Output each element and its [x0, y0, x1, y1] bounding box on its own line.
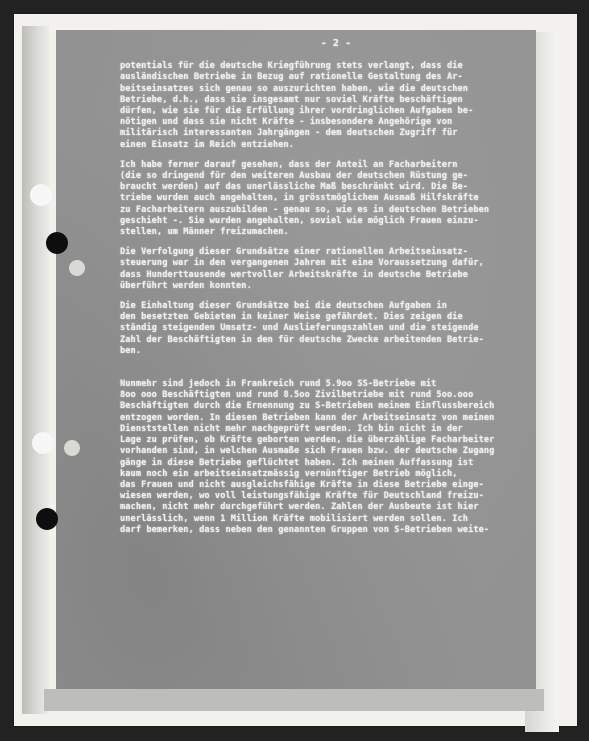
text-line: Die Einhaltung dieser Grundsätze bei die deutschen Aufgaben in — [120, 301, 447, 312]
text-line: ben. — [120, 345, 142, 356]
punch-hole-light — [30, 184, 52, 206]
text-line: einen Einsatz im Reich entziehen. — [120, 139, 295, 150]
text-line: triebe wurden auch angehalten, in grösstmöglichem Ausmaß Hilfskräfte — [120, 193, 479, 204]
text-line: vorhanden sind, in welchen Ausmaße sich Frauen bzw. der deutsche Zugang — [120, 446, 495, 457]
document-text — [120, 38, 532, 545]
text-line: Beschäftigten durch die Ernennung zu S-Betrieben meinem Einflussbereich — [120, 401, 495, 412]
text-line: Die Verfolgung dieser Grundsätze einer rationellen Arbeitseinsatz- — [120, 247, 469, 258]
text-line: kaum noch ein arbeitseinsatzmässig vernünftiger Betrieb möglich, — [120, 468, 458, 479]
paragraphs — [120, 61, 532, 536]
punch-hole-dark — [36, 508, 58, 530]
text-line: wiesen werden, wo voll leistungsfähige Kräfte für Deutschland freizu- — [120, 491, 484, 502]
text-line: unerlässlich, wenn 1 Million Kräfte mobilisiert werden sollen. Ich — [120, 513, 469, 524]
text-line: ständig steigenden Umsatz- und Auslieferungszahlen und die steigende — [120, 323, 479, 334]
text-line: 8oo ooo Beschäftigten und rund 8.5oo Zivilbetriebe mit rund 5oo.ooo — [120, 390, 474, 401]
text-line: Lage zu prüfen, ob Kräfte geborten werden, die überzählige Facharbeiter — [120, 435, 495, 446]
text-line: entzogen worden. In diesen Betrieben kann der Arbeitseinsatz von meinen — [120, 412, 495, 423]
text-line: beitseinsatzes sich genau so auszurichten haben, wie die deutschen — [120, 83, 469, 94]
punch-hole-light — [32, 432, 54, 454]
text-line: geschieht -. Sie wurden angehalten, soviel wie möglich Frauen einzu- — [120, 215, 479, 226]
text-line: dass Hunderttausende wertvoller Arbeitskräfte in deutsche Betriebe — [120, 269, 469, 280]
text-line: militärisch interessanten Jahrgängen - dem deutschen Zugriff für — [120, 128, 458, 139]
text-line: machen, nicht mehr durchgeführt werden. Zahlen der Ausbeute ist hier — [120, 502, 479, 513]
punch-hole-dark — [46, 232, 68, 254]
paragraph — [120, 61, 532, 151]
paper-sheet — [14, 14, 577, 726]
punch-hole-grey — [64, 440, 80, 456]
text-line: gänge in diese Betriebe geflüchtet haben. Ich meinen Auffassung ist — [120, 457, 474, 468]
paragraph — [120, 160, 532, 238]
text-line: potentials für die deutsche Kriegführung stets verlangt, dass die — [120, 61, 463, 72]
text-line: das Frauen und nicht ausgleichsfähige Kräfte in diese Betriebe einge- — [120, 479, 484, 490]
text-line: (die so dringend für den weiteren Ausbau der deutschen Rüstung ge- — [120, 171, 469, 182]
text-line: steuerung war in den vergangenen Jahren mit eine Voraussetzung dafür, — [120, 258, 484, 269]
text-line: den besetzten Gebieten in keiner Weise gefährdet. Dies zeigen die — [120, 312, 463, 323]
text-line: Zahl der Beschäftigten in den für deutsche Zwecke arbeitenden Betrie- — [120, 334, 484, 345]
text-line: Betriebe, d.h., dass sie insgesamt nur soviel Kräfte beschäftigen — [120, 94, 463, 105]
text-line: darf bemerken, dass neben den genannten Gruppen von S-Betrieben weite- — [120, 524, 490, 535]
text-line: Nunmehr sind jedoch in Frankreich rund 5.9oo SS-Betriebe mit — [120, 379, 437, 390]
bottom-band — [44, 689, 544, 711]
paragraph — [120, 247, 532, 292]
page-number: - 2 - — [320, 38, 352, 49]
text-line: Dienststellen nicht mehr nachgeprüft werden. Ich bin nicht in der — [120, 423, 463, 434]
left-margin-strip — [22, 26, 49, 714]
text-line: ausländischen Betriebe in Bezug auf rationelle Gestaltung des Ar- — [120, 72, 463, 83]
text-line: nötigen und dass sie nicht Kräfte - insbesondere Angehörige von — [120, 117, 453, 128]
paragraph — [120, 301, 532, 357]
paragraph — [120, 379, 532, 536]
text-line: dürfen, wie sie für die Erfüllung ihrer vordringlichen Aufgaben be- — [120, 106, 474, 117]
text-line: zu Facharbeitern auszubilden - genau so, wie es in deutschen Betrieben — [120, 204, 490, 215]
punch-hole-grey — [69, 260, 85, 276]
text-line: stellen, um Männer freizumachen. — [120, 227, 289, 238]
text-line: überführt werden konnten. — [120, 280, 252, 291]
text-line: braucht werden) auf das unerlässliche Maß beschränkt wird. Die Be- — [120, 182, 469, 193]
text-line: Ich habe ferner darauf gesehen, dass der Anteil an Facharbeitern — [120, 159, 458, 170]
